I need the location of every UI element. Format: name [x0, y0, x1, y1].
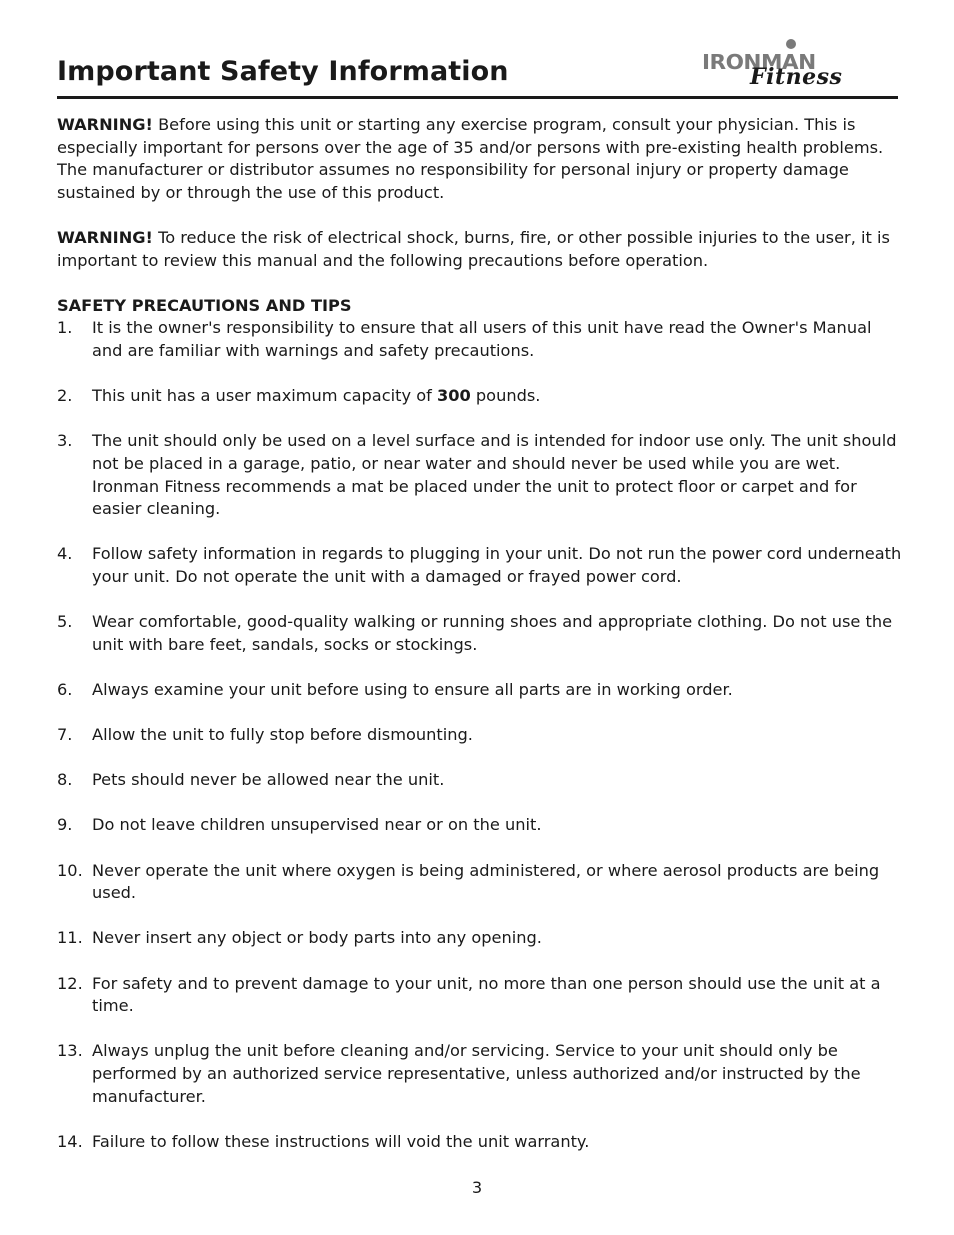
- list-item: [57, 769, 902, 792]
- item-text: For safety and to prevent damage to your unit, no more than one person should use the unit at a time.: [92, 973, 881, 1016]
- item-number: 3.: [57, 431, 73, 451]
- list-item: [57, 317, 902, 362]
- item-number: 8.: [57, 770, 73, 790]
- item-text: This unit has a user maximum capacity of: [92, 386, 437, 406]
- warning-text: Before using this unit or starting any exercise program, consult your physician. This is especially important for persons over the age of 35 and/or persons with pre-existing health problems. The manufacturer or distributor assumes no responsibility for personal injury or property damage sustained by or through the use of this product.: [57, 115, 884, 202]
- capacity-value: 300: [436, 386, 471, 406]
- list-item: [57, 679, 902, 702]
- item-number: 11.: [57, 928, 83, 948]
- list-item: [57, 860, 902, 905]
- item-text: Allow the unit to fully stop before dismounting.: [92, 725, 473, 745]
- list-item: [57, 814, 902, 837]
- item-number: 9.: [57, 815, 73, 835]
- item-text: Pets should never be allowed near the unit.: [92, 770, 445, 790]
- logo-head-dot: [786, 39, 796, 49]
- page-content: [57, 114, 902, 1176]
- warning-text: To reduce the risk of electrical shock, burns, fire, or other possible injuries to the user, it is important to review this manual and the following precautions before operation.: [57, 227, 890, 270]
- list-item: [57, 611, 902, 656]
- list-item: [57, 430, 902, 520]
- item-number: 1.: [57, 318, 73, 338]
- ironman-fitness-logo: [700, 36, 854, 96]
- item-text: Never operate the unit where oxygen is being administered, or where aerosol products are being used.: [92, 860, 880, 903]
- list-item: [57, 543, 902, 588]
- warning-label: WARNING!: [57, 227, 153, 247]
- item-number: 12.: [57, 973, 83, 993]
- list-item: [57, 1040, 902, 1108]
- item-text: Wear comfortable, good-quality walking or running shoes and appropriate clothing. Do not use the unit with bare feet, sandals, socks or stockings.: [92, 612, 893, 654]
- item-text: Follow safety information in regards to plugging in your unit. Do not run the power cord underneath your unit. Do not operate the unit with a damaged or frayed power cord.: [92, 544, 902, 586]
- item-text: The unit should only be used on a level surface and is intended for indoor use only. The unit should not be placed in a garage, patio, or near water and should never be used while you are wet. Ironman Fitness recommends a mat be placed under the unit to protect floor or carpet and for easier cleaning.: [92, 431, 897, 519]
- page-title: Important Safety Information: [57, 56, 509, 87]
- item-text: Always unplug the unit before cleaning and/or servicing. Service to your unit should only be performed by an authorized service representative, unless authorized and/or instructed by the manufacturer.: [92, 1041, 861, 1106]
- item-number: 13.: [57, 1041, 83, 1061]
- title-rule: [57, 96, 898, 99]
- list-item: [57, 973, 902, 1018]
- list-item: [57, 385, 902, 408]
- precautions-heading: SAFETY PRECAUTIONS AND TIPS: [57, 295, 352, 315]
- list-item: [57, 724, 902, 747]
- item-text: Never insert any object or body parts into any opening.: [92, 928, 542, 948]
- item-number: 5.: [57, 612, 73, 632]
- warning-paragraph-1: [57, 114, 902, 204]
- item-text: Always examine your unit before using to ensure all parts are in working order.: [92, 679, 733, 699]
- precautions-list: [57, 317, 902, 1153]
- warning-label: WARNING!: [57, 115, 153, 134]
- item-text: Failure to follow these instructions will void the unit warranty.: [92, 1131, 590, 1151]
- item-text: Do not leave children unsupervised near or on the unit.: [92, 815, 542, 835]
- item-text: pounds.: [470, 386, 541, 406]
- item-number: 14.: [57, 1131, 83, 1151]
- logo-script-text: Fitness: [750, 64, 843, 90]
- page-number: 3: [471, 1178, 483, 1197]
- item-number: 7.: [57, 725, 73, 745]
- item-text: It is the owner's responsibility to ensure that all users of this unit have read the Owner's Manual and are familiar with warnings and safety precautions.: [92, 318, 872, 360]
- warning-paragraph-2: [57, 227, 902, 272]
- item-number: 10.: [57, 860, 83, 880]
- item-number: 4.: [57, 544, 73, 564]
- item-number: 6.: [57, 679, 73, 699]
- item-number: 2.: [57, 386, 73, 406]
- list-item: [57, 927, 902, 950]
- list-item: [57, 1131, 902, 1154]
- logo-wordmark: IRONMAN: [702, 50, 816, 74]
